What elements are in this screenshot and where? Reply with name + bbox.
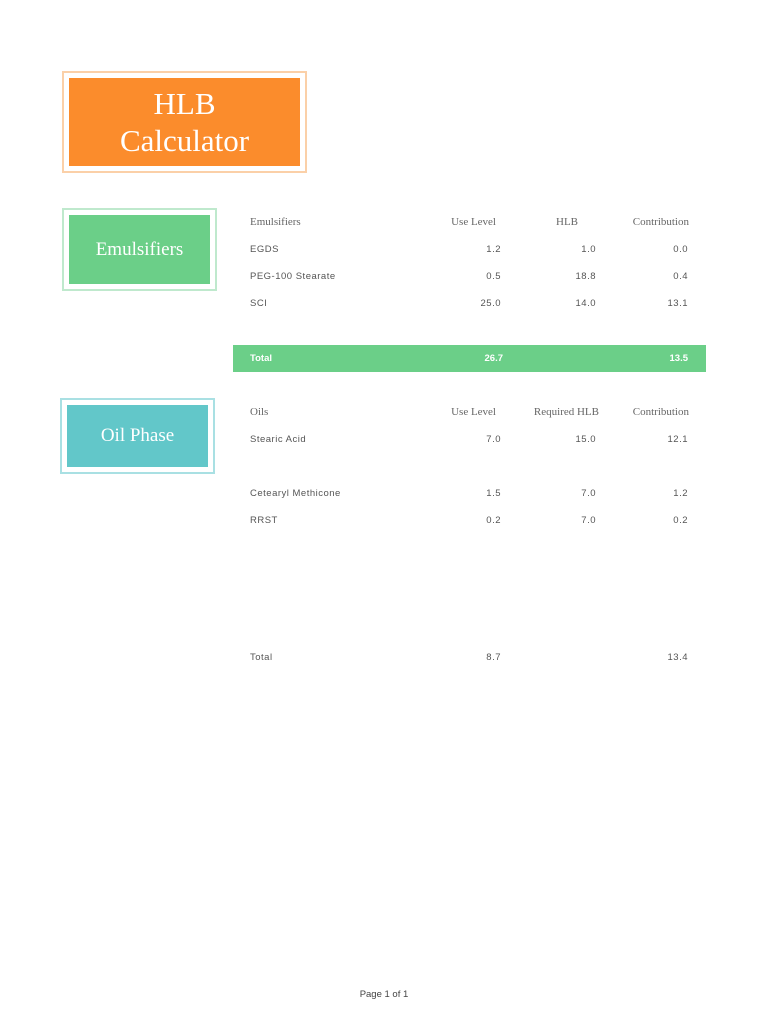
col-header-oils: Oils [250,406,269,418]
total-use-level: 26.7 [484,353,503,364]
col-header-required-hlb: Required HLB [533,406,599,418]
total-use-level: 8.7 [486,652,501,663]
emulsifiers-badge [62,208,217,291]
emulsifiers-badge-label: Emulsifiers [95,238,184,260]
use-level-value: 1.2 [486,244,501,255]
col-header-use-level: Use Level [451,216,496,228]
ingredient-name: Cetearyl Methicone [250,488,341,499]
required-hlb-value: 7.0 [581,515,596,526]
oils-total-row [233,648,706,668]
contribution-value: 1.2 [673,488,688,499]
title-badge [62,71,307,173]
contribution-value: 0.2 [673,515,688,526]
col-header-hlb: HLB [556,216,578,228]
total-label: Total [250,353,272,364]
table-row [233,484,706,504]
contribution-value: 13.1 [667,298,688,309]
table-row [233,240,706,260]
oils-header-row [233,402,706,422]
ingredient-name: Stearic Acid [250,434,307,445]
contribution-value: 0.0 [673,244,688,255]
hlb-value: 1.0 [581,244,596,255]
ingredient-name: EGDS [250,244,279,255]
hlb-value: 18.8 [575,271,596,282]
oil-phase-badge [60,398,215,474]
use-level-value: 0.2 [486,515,501,526]
required-hlb-value: 7.0 [581,488,596,499]
table-row [233,511,706,531]
table-row [233,267,706,287]
page-footer: Page 1 of 1 [359,989,409,1000]
col-header-contribution: Contribution [632,216,689,228]
ingredient-name: SCI [250,298,268,309]
ingredient-name: PEG-100 Stearate [250,271,336,282]
use-level-value: 1.5 [486,488,501,499]
emulsifiers-header-row [233,212,706,232]
col-header-use-level: Use Level [451,406,496,418]
ingredient-name: RRST [250,515,278,526]
required-hlb-value: 15.0 [575,434,596,445]
col-header-contribution: Contribution [632,406,689,418]
title-line-2: Calculator [119,123,250,158]
title-line-1: HLB [153,86,216,121]
total-label: Total [250,652,273,663]
emulsifiers-total-row [233,345,706,372]
use-level-value: 7.0 [486,434,501,445]
contribution-value: 12.1 [667,434,688,445]
hlb-value: 14.0 [575,298,596,309]
table-row [233,430,706,450]
total-contribution: 13.5 [669,353,688,364]
use-level-value: 25.0 [480,298,501,309]
oil-phase-badge-label: Oil Phase [100,425,175,446]
use-level-value: 0.5 [486,271,501,282]
contribution-value: 0.4 [673,271,688,282]
total-contribution: 13.4 [667,652,688,663]
table-row [233,294,706,314]
col-header-emulsifiers: Emulsifiers [250,216,301,228]
